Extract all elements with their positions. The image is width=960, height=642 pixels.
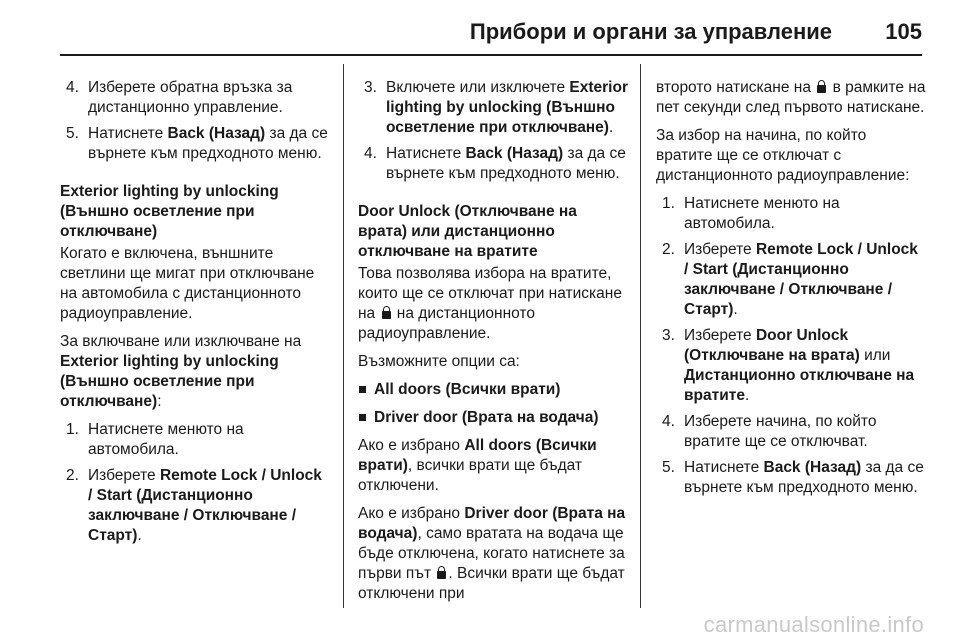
- list-item: 3. Включете или изключете Exterior lighting by unlocking (Външно осветление при отключване).: [364, 79, 628, 136]
- column-1: [60, 78, 330, 554]
- page-header: [60, 14, 922, 56]
- step-list: [358, 78, 628, 184]
- lock-icon: [382, 311, 391, 319]
- list-item: 5. Натиснете Back (Назад) за да се върнете към предходното меню.: [662, 459, 924, 496]
- section-heading: Exterior lighting by unlocking (Външно осветление при отключване): [60, 183, 279, 240]
- paragraph: За избор на начина, по който вратите ще се отключат с дистанционното радиоуправление:: [656, 127, 910, 184]
- paragraph: Ако е избрано All doors (Всички врати), всички врати ще бъдат отключени.: [358, 437, 597, 494]
- list-item: 2. Изберете Remote Lock / Unlock / Start (Дистанционно заключване / Отключване / Старт).: [66, 467, 322, 544]
- watermark: carmanualsonline.info: [703, 612, 924, 637]
- list-item: 5. Натиснете Back (Назад) за да се върнете към предходното меню.: [66, 125, 328, 162]
- page-number: 105: [885, 19, 922, 44]
- paragraph: Ако е избрано Driver door (Врата на водача), само вратата на водача ще бъде отключена, когато натиснете за първи път . Всички врати ще бъдат отключени при: [358, 505, 626, 602]
- column-2: [358, 78, 628, 612]
- option-list: [358, 380, 628, 428]
- step-list: [656, 194, 926, 498]
- step-list: [60, 420, 330, 546]
- list-item: 4. Изберете обратна връзка за дистанционно управление.: [66, 79, 293, 116]
- list-item: 1. Натиснете менюто на автомобила.: [66, 421, 244, 458]
- paragraph: Когато е включена, външните светлини ще мигат при отключване на автомобила с дистанционното радиоуправление.: [60, 245, 315, 322]
- list-item: 4. Натиснете Back (Назад) за да се върнете към предходното меню.: [364, 145, 626, 182]
- step-list: [60, 78, 330, 164]
- list-item: 4. Изберете начина, по който вратите ще се отключват.: [662, 413, 877, 450]
- column-divider: [640, 64, 641, 608]
- lock-icon: [437, 571, 446, 579]
- column-3: [656, 78, 926, 506]
- page-title: Прибори и органи за управление: [469, 19, 832, 44]
- lock-icon: [817, 85, 826, 93]
- section-heading: Door Unlock (Отключване на врата) или дистанционно отключване на вратите: [358, 203, 577, 260]
- list-item: 2. Изберете Remote Lock / Unlock / Start (Дистанционно заключване / Отключване / Старт).: [662, 241, 918, 318]
- list-item: 1. Натиснете менюто на автомобила.: [662, 195, 840, 232]
- list-item: Driver door (Врата на водача): [358, 408, 628, 428]
- column-divider: [343, 64, 344, 608]
- paragraph: Това позволява избора на вратите, които ще се отключат при натискане на на дистанционното радиоуправление.: [358, 265, 622, 342]
- paragraph: Възможните опции са:: [358, 353, 520, 370]
- paragraph: второто натискане на в рамките на пет секунди след първото натискане.: [656, 79, 926, 116]
- list-item: All doors (Всички врати): [358, 380, 628, 400]
- paragraph: За включване или изключване на Exterior lighting by unlocking (Външно осветление при отключване):: [60, 333, 302, 410]
- list-item: 3. Изберете Door Unlock (Отключване на врата) или Дистанционно отключване на вратите.: [662, 327, 915, 404]
